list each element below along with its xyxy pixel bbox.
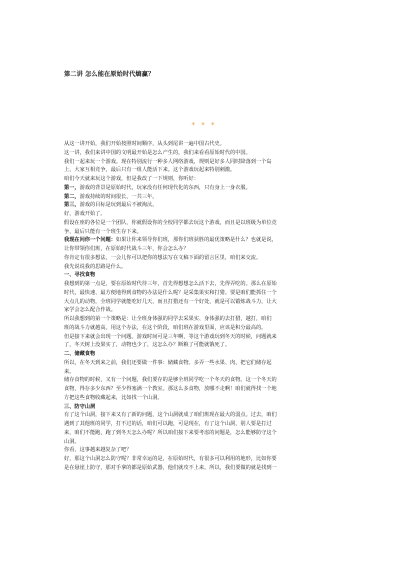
lead-phrase: 我现在问你一个问题： <box>64 237 116 244</box>
body-line: 大点儿的动物，全班同学就能吃好几天，而且打猎还有一个好处，就是可以锻炼战斗力，让大 <box>64 298 277 305</box>
lead-phrase: 第三， <box>64 202 80 209</box>
line-text: 如果让你来领导你们班，那你们班获胜的最优策略是什么？也就是说， <box>115 237 277 244</box>
lead-phrase: 第一， <box>64 184 80 191</box>
body-line: 但是接下来就会出现一个问题。游戏时间可是三年啊，等这个游戏玩到冬天的时候，问题就来 <box>64 333 277 340</box>
body-line: 了，冬天树上没果实了，动物也少了，这怎么办？断粮了可能就饿死了。 <box>64 342 231 349</box>
body-line: 从这一讲开始，我们开始按照时间顺序，从头到尾讲一遍中国古代史。 <box>64 141 225 147</box>
section-heading: 一、寻找食物 <box>64 272 96 279</box>
body-line: 你看，这事越来越复杂了吧？ <box>64 447 132 454</box>
body-line: 食物，得存多少东西？至少得塞满一个教室。那这么多食物，放哪不走啊！咱们就得找一个地 <box>64 386 277 392</box>
document-body <box>64 140 350 473</box>
body-line: 好，游戏开始了。 <box>64 211 106 217</box>
body-line: 有了这个山洞，接下来又有了新的问题，这个山洞就成了咱们班现在最大的弱点。过去，咱们 <box>64 412 277 419</box>
body-line <box>64 184 350 193</box>
body-line: 所以，在冬天到来之前，我们还要做一件事：储藏食物。多弄一些水果、肉，把它们储存起 <box>64 359 272 366</box>
lead-phrase: 第二， <box>64 193 80 200</box>
body-line: 你肯定有很多想法，一会儿你可以把你的想法写在文稿下面的留言区里，咱们来交流。 <box>64 254 262 261</box>
line-text: 游戏的背景是原始时代，玩家没有任何现代化的东西，只有身上一身衣服。 <box>79 184 251 191</box>
body-line: 假设在座的各位是一个团队，你就假设你的全校同学都去玩这个游戏，而且是以班级为单位竞 <box>64 219 277 226</box>
body-line: 好，那这个山洞怎么防守呢？非常幸运的是，在原始时代，有很多可以利用的地形，比如你要 <box>64 456 277 462</box>
body-line: 争，最后只能有一个班生存下来。 <box>64 228 142 235</box>
section-heading: 三、防守山洞 <box>64 403 96 410</box>
section-heading: 二、储藏食物 <box>64 351 96 357</box>
section-divider-stars: * * * <box>191 121 217 129</box>
body-line: 上，大家互相竞争，最后只有一组人能活下来。这个游戏玩起来特别刺激。 <box>64 167 236 174</box>
body-line: 遇到了其他班的同学，打不过的话，咱们可以跑，可是现在，有了这个山洞，别人要是打过 <box>64 421 272 427</box>
body-line <box>64 193 350 202</box>
body-line: 让你带领你们班，在原始时代战斗三年，你会怎么办？ <box>64 246 189 252</box>
lecture-title: 第二讲 怎么能在原始时代熵赢？ <box>64 71 155 78</box>
body-line: 咱们今天就来玩这个游戏，但是我改了一下规则，你听好： <box>64 176 199 182</box>
body-line: 时代，最快速、最方便地得到食物的办法是什么呢？是采集果实和打猎。要是咱们能抓住一个 <box>64 289 277 296</box>
line-text: 游戏持续的时间很长，一共三年。 <box>79 193 158 200</box>
body-line: 我先说说我的思路是什么。 <box>64 263 127 270</box>
body-line: 方把这些食物收藏起来，比如找一个山洞。 <box>64 394 163 401</box>
body-line: 来。 <box>64 368 75 375</box>
line-text: 游戏的目标是玩到最后不被淘汰。 <box>79 202 158 209</box>
body-line <box>64 201 350 210</box>
body-line: 我想到的第一点是，要在原始时代待三年，首先得想想怎么活下去，先得弄吃的。那么在原始 <box>64 281 277 287</box>
body-line: 储存食物的时候，又有一个问题，我们要存的是够全班同学吃一个冬天的食物。这一个冬天的 <box>64 377 277 384</box>
body-line: 班的战斗力就越高。用这个办法，在这个阶段，咱们班在游戏里面，应该是积分最高的。 <box>64 324 267 331</box>
body-line <box>64 236 350 245</box>
body-line: 这一讲，我们来讲中国的文明最开始是怎么产生的，我们来看看原始时代的中国。 <box>64 149 251 156</box>
body-line: 我们一起来玩一个游戏。现在特别流行一种多人网络游戏，规则是好多人同时降落到一个岛 <box>64 158 272 165</box>
body-line: 是在悬崖上防守，那对手拿的都是原始武器，他们就攻不上来。所以，我们要做的就是找到一 <box>64 464 277 471</box>
body-line: 所以我想到的第一个策略是：让全班身体强的同学去采果实、身体强的去打猎，越打，咱们 <box>64 316 272 322</box>
body-line: 山洞。 <box>64 438 80 445</box>
body-line: 来，咱们不能跑，跑了到冬天怎么办呢？所以咱们接下来要考虑的问题是，怎么能够防守这个 <box>64 429 277 436</box>
body-line: 家学会怎么配合作战。 <box>64 307 116 314</box>
